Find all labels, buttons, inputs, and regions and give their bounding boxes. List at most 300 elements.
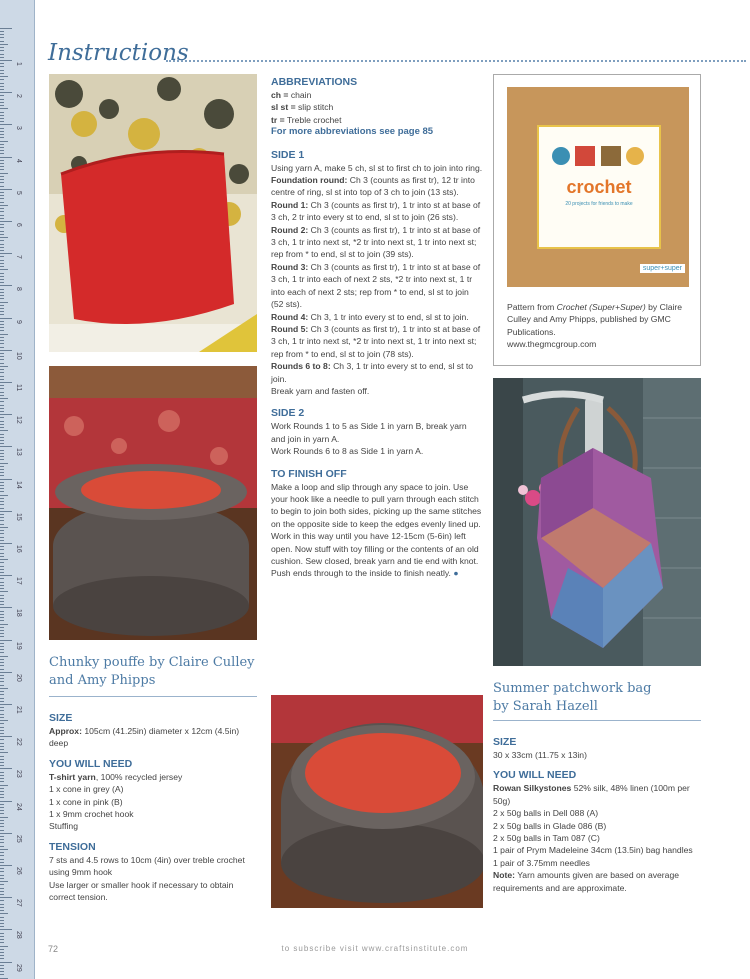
page-title: Instructions [48, 40, 189, 66]
side1-round [271, 360, 483, 385]
pouffe-need-heading: YOU WILL NEED [49, 757, 133, 770]
ruler-tick [0, 501, 4, 502]
bag-need-bold: Rowan Silkystones [493, 783, 572, 794]
ruler-tick [0, 115, 4, 116]
pouffe-caption: Chunky pouffe by Claire Culley and Amy Phipps [49, 655, 255, 688]
ruler-tick [0, 881, 8, 882]
ruler-tick [0, 446, 12, 447]
ruler-tick [0, 842, 4, 843]
ruler-tick [0, 591, 8, 592]
ruler-tick [0, 562, 4, 563]
ruler-tick [0, 269, 8, 270]
abbreviation-meaning: chain [290, 90, 312, 100]
ruler-tick [0, 70, 4, 71]
ruler-tick [0, 607, 12, 608]
ruler-number: 14 [15, 480, 22, 489]
ruler-tick [0, 411, 4, 412]
ruler-tick [0, 253, 12, 254]
pouffe-need-first [49, 771, 257, 783]
ruler-tick [0, 566, 4, 567]
pouffe-caption-rule [49, 696, 257, 697]
ruler-tick [0, 929, 12, 930]
abbreviations-heading: ABBREVIATIONS [271, 76, 358, 88]
ruler-tick [0, 131, 4, 132]
bag-caption: Summer patchwork bag by Sarah Hazell [493, 681, 652, 714]
pouffe-tension-text2: Use larger or smaller hook if necessary to obtain correct tension. [49, 879, 234, 903]
ruler-tick [0, 353, 4, 354]
ruler-tick [0, 765, 4, 766]
book-cover-subtitle: 20 projects for friends to make [565, 201, 633, 207]
pouffe-need-item: 1 x cone in grey (A) [49, 784, 124, 795]
ruler-tick [0, 855, 4, 856]
ruler-tick [0, 723, 4, 724]
ruler-tick [0, 137, 4, 138]
pouffe-photo [49, 366, 257, 640]
ruler-tick [0, 508, 4, 509]
ruler-tick [0, 427, 4, 428]
pouffe-need-first-rest: , 100% recycled jersey [95, 771, 183, 782]
ruler-tick [0, 694, 4, 695]
ruler-tick [0, 237, 8, 238]
ruler-tick [0, 549, 4, 550]
ruler-tick [0, 662, 4, 663]
ruler-tick [0, 121, 4, 122]
bag-need-item: 1 pair of Prym Madeleine 34cm (13.5in) bag handles [493, 845, 693, 856]
ruler-tick [0, 601, 4, 602]
bag-caption-rule [493, 720, 701, 721]
side1-round [271, 174, 483, 199]
ruler-tick [0, 894, 4, 895]
ruler-tick [0, 350, 12, 351]
round-label: Rounds 6 to 8: [271, 361, 331, 372]
ruler-tick [0, 440, 4, 441]
ruler-tick [0, 488, 4, 489]
ruler-tick [0, 66, 4, 67]
ruler-tick [0, 537, 4, 538]
ruler-number: 20 [15, 673, 22, 682]
round-text: Ch 3 (counts as first tr), 1 tr into st at base of 3 ch, 1 tr into each of next 2 sts, *2 tr into next st, 1 tr into each of next 2 sts; rep from * to end, sl st to join (52 sts). [271, 261, 481, 310]
ruler-tick [0, 556, 4, 557]
ruler-tick [0, 421, 4, 422]
side1-intro: Using yarn A, make 5 ch, sl st to first ch to join into ring. [271, 162, 483, 173]
bag-size-text: 30 x 33cm (11.75 x 13in) [493, 750, 587, 760]
abbreviation-term: sl st = [271, 102, 296, 113]
ruler-tick [0, 173, 8, 174]
side1-round [271, 224, 483, 261]
ruler-tick [0, 54, 4, 55]
ruler-tick [0, 311, 4, 312]
ruler-tick [0, 192, 4, 193]
ruler-tick [0, 913, 8, 914]
ruler-tick [0, 144, 4, 145]
ruler-tick [0, 256, 4, 257]
ruler-number: 21 [15, 706, 22, 714]
ruler-tick [0, 298, 4, 299]
ruler-tick [0, 459, 4, 460]
round-label: Round 3: [271, 261, 309, 272]
ruler-tick [0, 469, 4, 470]
ruler-tick [0, 659, 4, 660]
ruler-tick [0, 965, 4, 966]
ruler-tick [0, 308, 4, 309]
ruler-tick [0, 189, 12, 190]
ruler-tick [0, 463, 8, 464]
ruler-tick [0, 707, 4, 708]
ruler-tick [0, 810, 4, 811]
ruler-tick [0, 44, 8, 45]
ruler-tick [0, 604, 4, 605]
book-credit-pre: Pattern from [507, 302, 557, 312]
ruler-number: 4 [15, 158, 22, 163]
ruler-tick [0, 511, 12, 512]
ruler-tick [0, 833, 12, 834]
ruler-number: 11 [15, 384, 22, 392]
ruler-tick [0, 324, 4, 325]
ruler-tick [0, 704, 12, 705]
ruler-tick [0, 974, 4, 975]
bag-specs [493, 736, 705, 894]
ruler-tick [0, 392, 4, 393]
book-credit-url[interactable]: www.thegmcgroup.com [507, 339, 597, 350]
ruler-number: 10 [15, 351, 22, 360]
ruler-number: 3 [15, 126, 22, 131]
publisher-logo: super+super [640, 264, 685, 273]
ruler-tick [0, 244, 4, 245]
ruler-tick [0, 157, 12, 158]
ruler-tick [0, 553, 4, 554]
ruler-tick [0, 962, 12, 963]
ruler-tick [0, 176, 4, 177]
abbreviation-meaning: Treble crochet [286, 114, 342, 125]
ruler-tick [0, 672, 12, 673]
round-text: Ch 3, 1 tr into every st to end, sl st to join. [310, 311, 469, 322]
side1-heading: SIDE 1 [271, 148, 305, 161]
ruler-tick [0, 485, 4, 486]
ruler-tick [0, 89, 4, 90]
ruler-tick [0, 752, 8, 753]
ruler-tick [0, 817, 8, 818]
ruler-tick [0, 820, 4, 821]
ruler-tick [0, 95, 4, 96]
ruler-tick [0, 263, 4, 264]
ruler-tick [0, 92, 12, 93]
ruler-tick [0, 640, 12, 641]
round-label: Round 4: [271, 311, 309, 322]
ruler-tick [0, 665, 4, 666]
ruler-tick [0, 102, 4, 103]
ruler-tick [0, 124, 12, 125]
ruler-tick [0, 414, 12, 415]
ruler-tick [0, 443, 4, 444]
side1-end: Break yarn and fasten off. [271, 385, 370, 396]
bag-note [493, 869, 705, 894]
ruler-tick [0, 215, 4, 216]
ruler-tick [0, 31, 4, 32]
ruler-tick [0, 530, 4, 531]
ruler-tick [0, 276, 4, 277]
ruler-tick [0, 318, 12, 319]
ruler-tick [0, 582, 4, 583]
ruler-tick [0, 198, 4, 199]
ruler-tick [0, 546, 4, 547]
ruler-tick [0, 37, 4, 38]
ruler-tick [0, 630, 4, 631]
ruler-tick [0, 891, 4, 892]
ruler-tick [0, 282, 4, 283]
side1-round [271, 311, 483, 323]
ruler-tick [0, 430, 8, 431]
abbreviation-term: tr = [271, 114, 285, 125]
book-credit [507, 301, 689, 351]
ruler-tick [0, 971, 4, 972]
ruler-tick [0, 166, 4, 167]
ruler-tick [0, 112, 4, 113]
ruler-tick [0, 727, 4, 728]
end-dot-icon: ● [453, 568, 459, 579]
ruler-tick [0, 904, 4, 905]
ruler-number: 17 [15, 577, 22, 585]
ruler-tick [0, 63, 4, 64]
ruler-tick [0, 266, 4, 267]
ruler-tick [0, 669, 4, 670]
bag-size-heading: SIZE [493, 736, 517, 748]
ruler-tick [0, 691, 4, 692]
ruler-tick [0, 221, 12, 222]
ruler-tick [0, 504, 4, 505]
ruler-tick [0, 453, 4, 454]
ruler-tick [0, 907, 4, 908]
ruler-tick [0, 356, 4, 357]
pouffe-need-item: 1 x 9mm crochet hook [49, 809, 134, 820]
ruler-tick [0, 598, 4, 599]
subscribe-line[interactable]: to subscribe visit www.craftsinstitute.com [281, 944, 469, 953]
ruler-tick [0, 141, 8, 142]
pouffe-specs [49, 712, 257, 903]
ruler-tick [0, 595, 4, 596]
ruler-tick [0, 450, 4, 451]
ruler-tick [0, 83, 4, 84]
round-label: Round 2: [271, 224, 309, 235]
abbreviation-item [271, 114, 483, 126]
ruler-tick [0, 208, 4, 209]
ruler-tick [0, 347, 4, 348]
ruler-tick [0, 524, 4, 525]
pouffe-tension-text: 7 sts and 4.5 rows to 10cm (4in) over treble crochet using 9mm hook [49, 854, 245, 878]
ruler-tick [0, 849, 8, 850]
more-abbreviations-link[interactable]: For more abbreviations see page 85 [271, 126, 434, 138]
ruler-tick [0, 852, 4, 853]
ruler-tick [0, 543, 12, 544]
ruler-tick [0, 169, 4, 170]
side1-round [271, 199, 483, 224]
ruler-tick [0, 575, 12, 576]
ruler-tick [0, 150, 4, 151]
book-credit-title: Crochet (Super+Super) [556, 302, 646, 312]
ruler-tick [0, 234, 4, 235]
ruler-tick [0, 337, 4, 338]
ruler-tick [0, 179, 4, 180]
ruler-tick [0, 231, 4, 232]
ruler-tick [0, 186, 4, 187]
ruler-tick [0, 788, 4, 789]
ruler-tick [0, 379, 4, 380]
ruler-tick [0, 472, 4, 473]
ruler-tick [0, 343, 4, 344]
ruler-tick [0, 408, 4, 409]
ruler-tick [0, 739, 4, 740]
finish-heading: TO FINISH OFF [271, 467, 347, 480]
bag-need-heading: YOU WILL NEED [493, 769, 577, 782]
ruler-tick [0, 540, 4, 541]
round-text: Ch 3 (counts as first tr), 1 tr into st at base of 3 ch, 1 tr into next st, *2 tr into next st, 1 tr into next st; rep from * to end, sl st to join (39 sts). [271, 224, 481, 260]
ruler-tick [0, 195, 4, 196]
ruler-tick [0, 649, 4, 650]
ruler-tick [0, 926, 4, 927]
side1-round [271, 323, 483, 360]
bag-need-item: 2 x 50g balls in Tam 087 (C) [493, 833, 600, 844]
ruler-tick [0, 57, 4, 58]
ruler-tick [0, 797, 4, 798]
ruler-tick [0, 710, 4, 711]
ruler-tick [0, 643, 4, 644]
ruler-tick [0, 292, 4, 293]
ruler-tick [0, 955, 4, 956]
pouffe-closeup-photo [271, 695, 483, 908]
ruler-tick [0, 79, 4, 80]
ruler-tick [0, 202, 4, 203]
ruler-tick [0, 900, 4, 901]
ruler-tick [0, 620, 4, 621]
ruler-tick [0, 813, 4, 814]
ruler-tick [0, 340, 4, 341]
ruler-tick [0, 791, 4, 792]
ruler-tick [0, 398, 8, 399]
ruler-tick [0, 646, 4, 647]
ruler-tick [0, 759, 4, 760]
ruler-tick [0, 701, 4, 702]
ruler-tick [0, 897, 12, 898]
ruler-tick [0, 859, 4, 860]
ruler-tick [0, 250, 4, 251]
ruler-number: 24 [15, 802, 22, 811]
ruler-tick [0, 41, 4, 42]
ruler-tick [0, 60, 12, 61]
ruler-tick [0, 285, 12, 286]
ruler-tick [0, 330, 4, 331]
bag-need-item: 2 x 50g balls in Glade 086 (B) [493, 820, 607, 831]
ruler-tick [0, 260, 4, 261]
ruler-tick [0, 224, 4, 225]
ruler-number: 5 [15, 190, 22, 195]
ruler-tick [0, 681, 4, 682]
ruler-tick [0, 105, 4, 106]
ruler-tick [0, 804, 4, 805]
ruler-tick [0, 688, 8, 689]
ruler-tick [0, 466, 4, 467]
ruler-number: 29 [15, 963, 22, 972]
side1-round [271, 261, 483, 311]
ruler-tick [0, 247, 4, 248]
ruler-tick [0, 698, 4, 699]
ruler-tick [0, 714, 4, 715]
pouffe-size-text [49, 725, 257, 750]
ruler-tick [0, 572, 4, 573]
ruler-tick [0, 128, 4, 129]
ruler-tick [0, 295, 4, 296]
ruler-tick [0, 86, 4, 87]
ruler-tick [0, 736, 12, 737]
ruler-tick [0, 588, 4, 589]
ruler-tick [0, 923, 4, 924]
ruler-tick [0, 314, 4, 315]
ruler-tick [0, 302, 8, 303]
pouffe-need-bold: T-shirt yarn [49, 771, 96, 782]
ruler-tick [0, 520, 4, 521]
ruler-tick [0, 147, 4, 148]
ruler-tick [0, 240, 4, 241]
ruler-number: 13 [15, 448, 22, 457]
ruler-tick [0, 321, 4, 322]
ruler-tick [0, 401, 4, 402]
ruler-tick [0, 781, 4, 782]
bag-note-label: Note: [493, 870, 515, 881]
ruler-tick [0, 279, 4, 280]
ruler-tick [0, 385, 4, 386]
ruler-tick [0, 108, 8, 109]
ruler-tick [0, 846, 4, 847]
ruler-tick [0, 153, 4, 154]
ruler-tick [0, 218, 4, 219]
ruler-tick [0, 775, 4, 776]
ruler-tick [0, 475, 4, 476]
ruler-tick [0, 482, 4, 483]
ruler-tick [0, 794, 4, 795]
bag-photo [493, 378, 701, 666]
ruler-tick [0, 205, 8, 206]
ruler-number: 6 [15, 223, 22, 227]
ruler-tick [0, 585, 4, 586]
bag-need-first-rest: 52% silk, 48% linen (100m per 50g) [493, 783, 690, 806]
ruler-tick [0, 163, 4, 164]
ruler-tick [0, 498, 4, 499]
ruler-tick [0, 778, 4, 779]
ruler-tick [0, 839, 4, 840]
ruler-tick [0, 134, 4, 135]
ruler-tick [0, 434, 4, 435]
round-label: Round 5: [271, 323, 309, 334]
ruler-tick [0, 28, 12, 29]
ruler-number: 16 [15, 545, 22, 553]
measuring-ruler [0, 0, 35, 979]
ruler-tick [0, 118, 4, 119]
ruler-number: 26 [15, 867, 22, 875]
ruler-tick [0, 939, 4, 940]
ruler-tick [0, 305, 4, 306]
ruler-tick [0, 76, 8, 77]
ruler-tick [0, 366, 8, 367]
ruler-tick [0, 533, 4, 534]
ruler-tick [0, 720, 8, 721]
ruler-tick [0, 888, 4, 889]
ruler-tick [0, 823, 4, 824]
ruler-tick [0, 910, 4, 911]
pouffe-tension-heading: TENSION [49, 840, 96, 853]
ruler-tick [0, 633, 4, 634]
ruler-tick [0, 656, 8, 657]
ruler-number: 19 [15, 641, 22, 650]
ruler-tick [0, 614, 4, 615]
ruler-tick [0, 936, 4, 937]
